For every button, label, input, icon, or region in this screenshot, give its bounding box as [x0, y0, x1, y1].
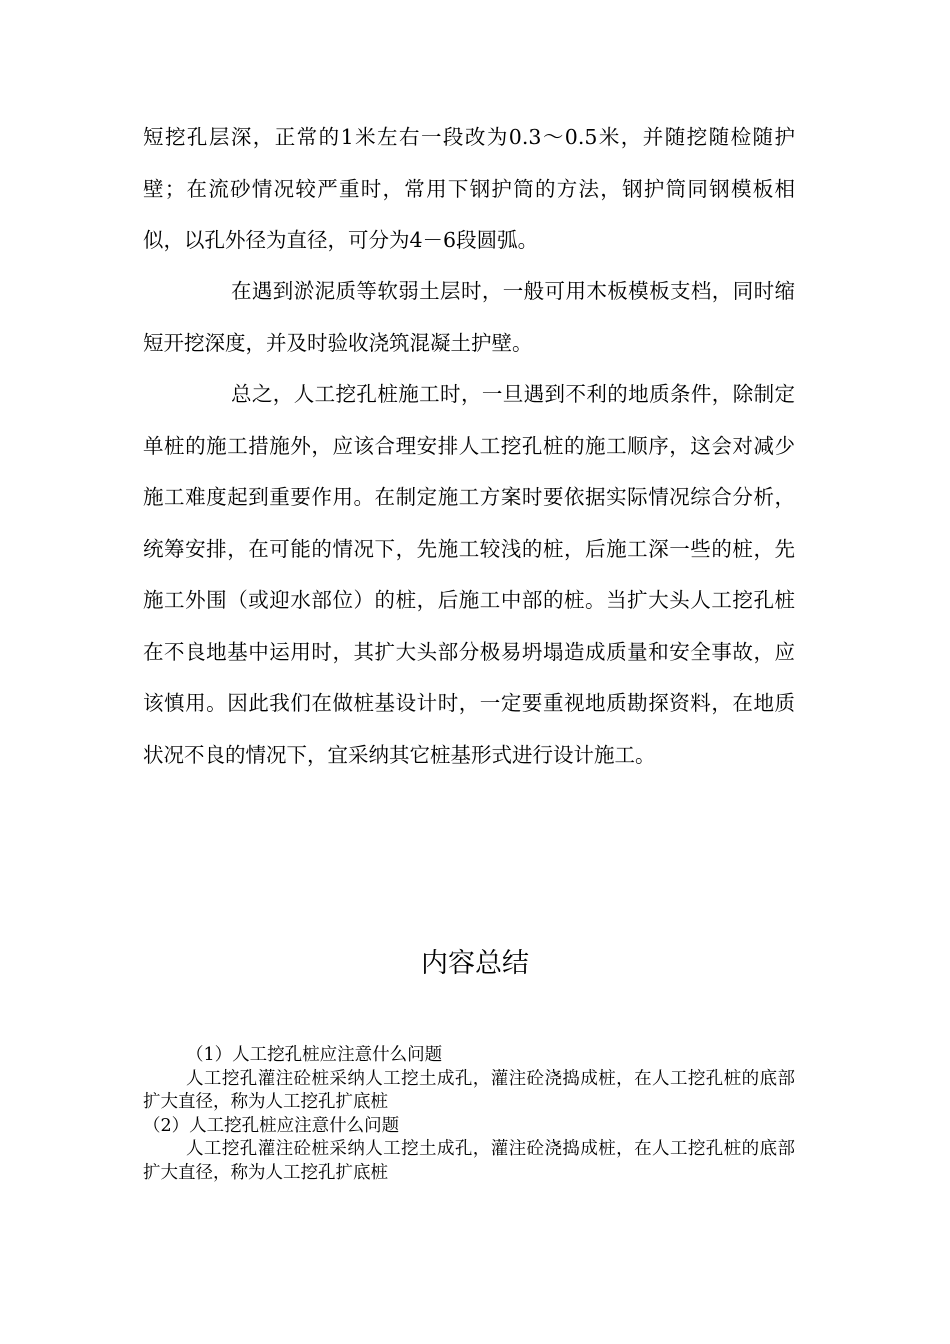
- body-paragraph-3: 总之，人工挖孔桩施工时，一旦遇到不利的地质条件，除制定单桩的施工措施外，应该合理安排人工挖孔桩的施工顺序，这会对减少施工难度起到重要作用。在制定施工方案时要依据实际情况综合分析，统筹安排，在可能的情况下，先施工较浅的桩，后施工深一些的桩，先施工外围（或迎水部位）的桩，后施工中部的桩。当扩大头人工挖孔桩在不良地基中运用时，其扩大头部分极易坍塌造成质量和安全事故，应该慎用。因此我们在做桩基设计时，一定要重视地质勘探资料，在地质状况不良的情况下，宜采纳其它桩基形式进行设计施工。: [143, 382, 795, 767]
- body-paragraph-2: 在遇到淤泥质等软弱土层时，一般可用木板模板支档，同时缩短开挖深度，并及时验收浇筑混凝土护壁。: [143, 279, 795, 355]
- summary-title: 内容总结: [421, 948, 529, 979]
- summary-answer-1: 人工挖孔灌注砼桩采纳人工挖土成孔，灌注砼浇捣成桩，在人工挖孔桩的底部扩大直径，称为人工挖孔扩底桩: [143, 1068, 795, 1112]
- summary-question-2: （2）人工挖孔桩应注意什么问题: [143, 1115, 400, 1136]
- summary-question-1: （1）人工挖孔桩应注意什么问题: [186, 1045, 443, 1065]
- body-paragraph-1: 短挖孔层深，正常的1米左右一段改为0.3～0.5米，并随挖随检随护壁；在流砂情况较严重时，常用下钢护筒的方法，钢护筒同钢模板相似，以孔外径为直径，可分为4－6段圆弧。: [143, 125, 795, 252]
- summary-section: [143, 1044, 795, 1185]
- summary-answer-2: 人工挖孔灌注砼桩采纳人工挖土成孔，灌注砼浇捣成桩，在人工挖孔桩的底部扩大直径，称为人工挖孔扩底桩: [143, 1139, 795, 1183]
